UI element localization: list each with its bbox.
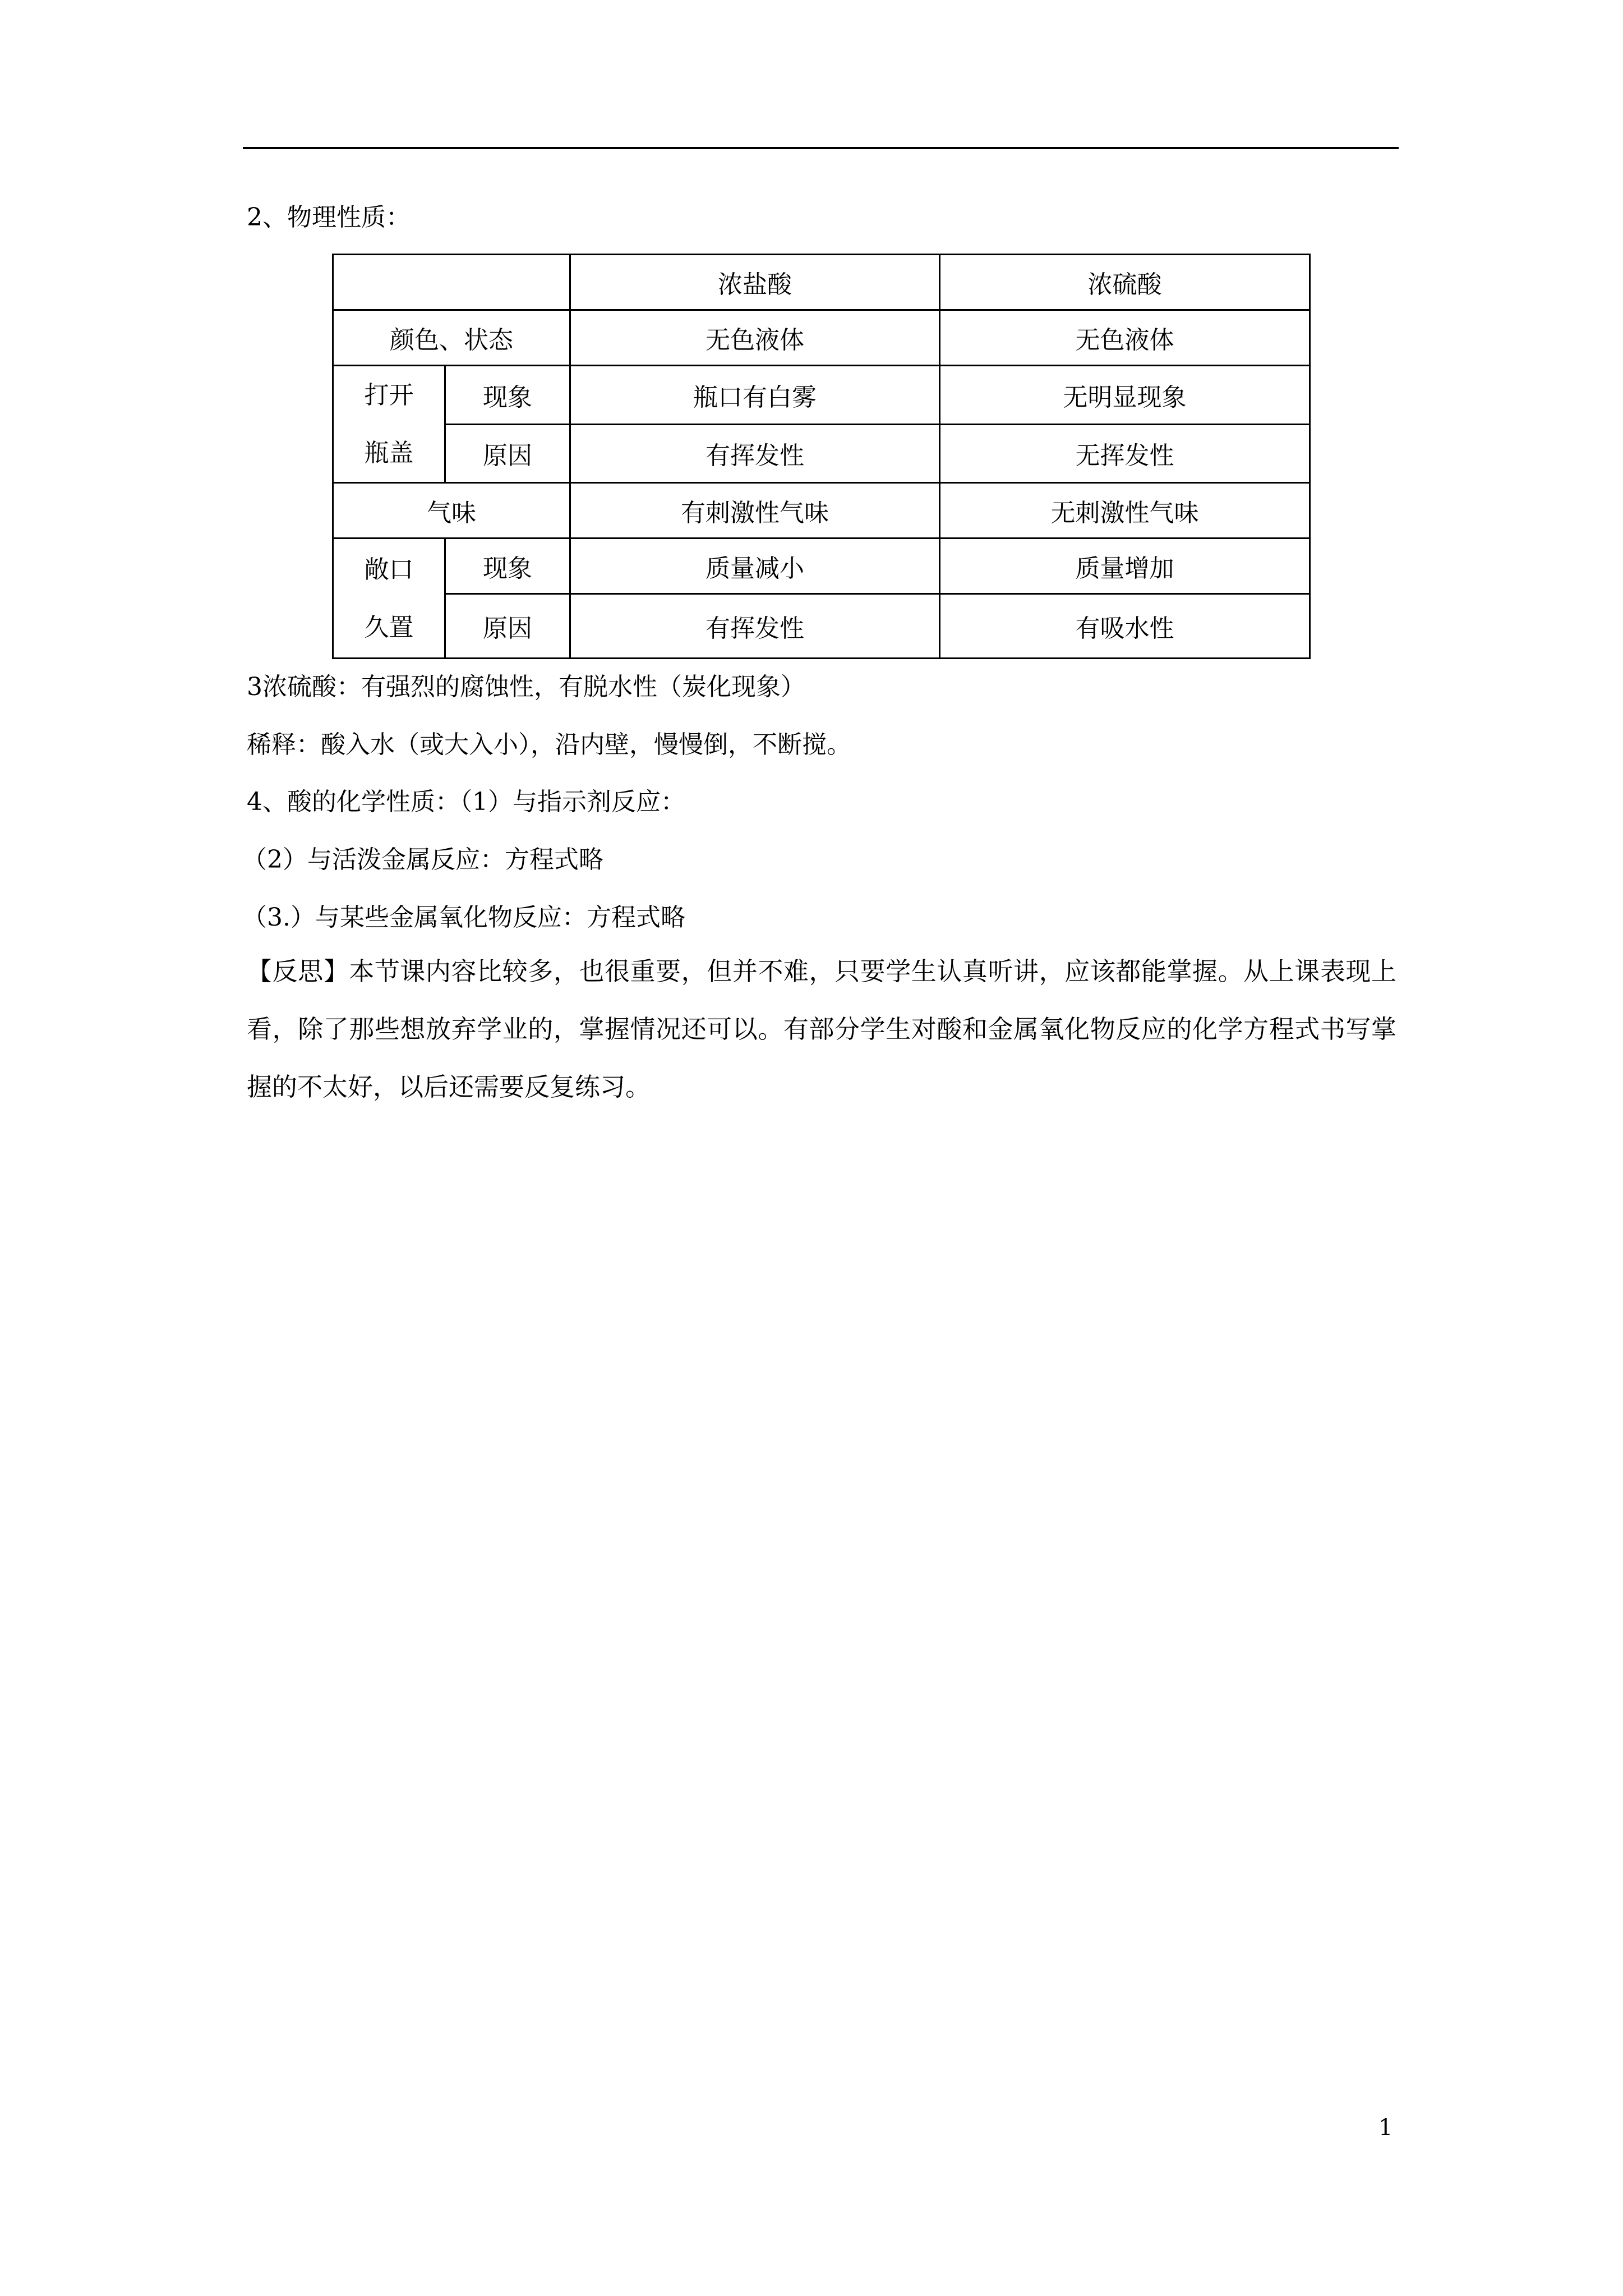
table-cell: 无色液体 (570, 310, 940, 366)
table-header-hcl: 浓盐酸 (570, 255, 940, 310)
row-group-label-line: 久置 (364, 613, 414, 642)
text-line-metal-oxides: （3.）与某些金属氧化物反应：方程式略 (242, 903, 685, 932)
table-row (333, 366, 1310, 425)
text-line-dilution: 稀释：酸入水（或大入小），沿内壁，慢慢倒，不断搅。 (247, 730, 851, 759)
row-label-smell: 气味 (333, 483, 570, 539)
table-header-h2so4: 浓硫酸 (940, 255, 1310, 310)
table-corner-cell (333, 255, 570, 310)
table-cell: 有挥发性 (570, 424, 940, 483)
table-cell: 有刺激性气味 (570, 483, 940, 539)
table-cell: 无刺激性气味 (940, 483, 1310, 539)
table-cell: 无明显现象 (940, 366, 1310, 425)
table-cell: 有吸水性 (940, 594, 1310, 659)
row-sublabel-reason: 原因 (445, 594, 570, 659)
table-cell: 无挥发性 (940, 424, 1310, 483)
table-row (333, 255, 1310, 310)
table-cell: 质量增加 (940, 539, 1310, 594)
row-group-open-cap (333, 366, 445, 483)
row-group-label-line: 瓶盖 (364, 439, 414, 467)
row-sublabel-phenomenon: 现象 (445, 366, 570, 425)
row-group-label-line: 敞口 (364, 555, 414, 584)
reflection-paragraph: 【反思】本节课内容比较多，也很重要，但并不难，只要学生认真听讲，应该都能掌握。从上课表现上看，除了那些想放弃学业的，掌握情况还可以。有部分学生对酸和金属氧化物反应的化学方程式书写掌握的不太好，以后还需要反复练习。 (247, 956, 1396, 1102)
text-line-sulfuric-acid: 3浓硫酸：有强烈的腐蚀性，有脱水性（炭化现象） (247, 673, 805, 701)
table-row (333, 594, 1310, 659)
row-group-exposed (333, 539, 445, 659)
table-row (333, 539, 1310, 594)
row-sublabel-phenomenon: 现象 (445, 539, 570, 594)
table-row (333, 310, 1310, 366)
text-line-active-metals: （2）与活泼金属反应：方程式略 (242, 845, 603, 874)
page-number: 1 (1378, 2115, 1393, 2141)
header-rule (243, 147, 1399, 149)
text-line-chemical-properties: 4、酸的化学性质：（1）与指示剂反应： (247, 788, 685, 816)
table-cell: 瓶口有白雾 (570, 366, 940, 425)
table-cell: 无色液体 (940, 310, 1310, 366)
row-label-color-state: 颜色、状态 (333, 310, 570, 366)
physical-properties-table (332, 254, 1311, 659)
table-cell: 质量减小 (570, 539, 940, 594)
table-row (333, 483, 1310, 539)
table-row (333, 424, 1310, 483)
row-group-label-line: 打开 (364, 381, 414, 409)
section-heading-physical-properties: 2、物理性质： (247, 203, 411, 232)
table-cell: 有挥发性 (570, 594, 940, 659)
row-sublabel-reason: 原因 (445, 424, 570, 483)
